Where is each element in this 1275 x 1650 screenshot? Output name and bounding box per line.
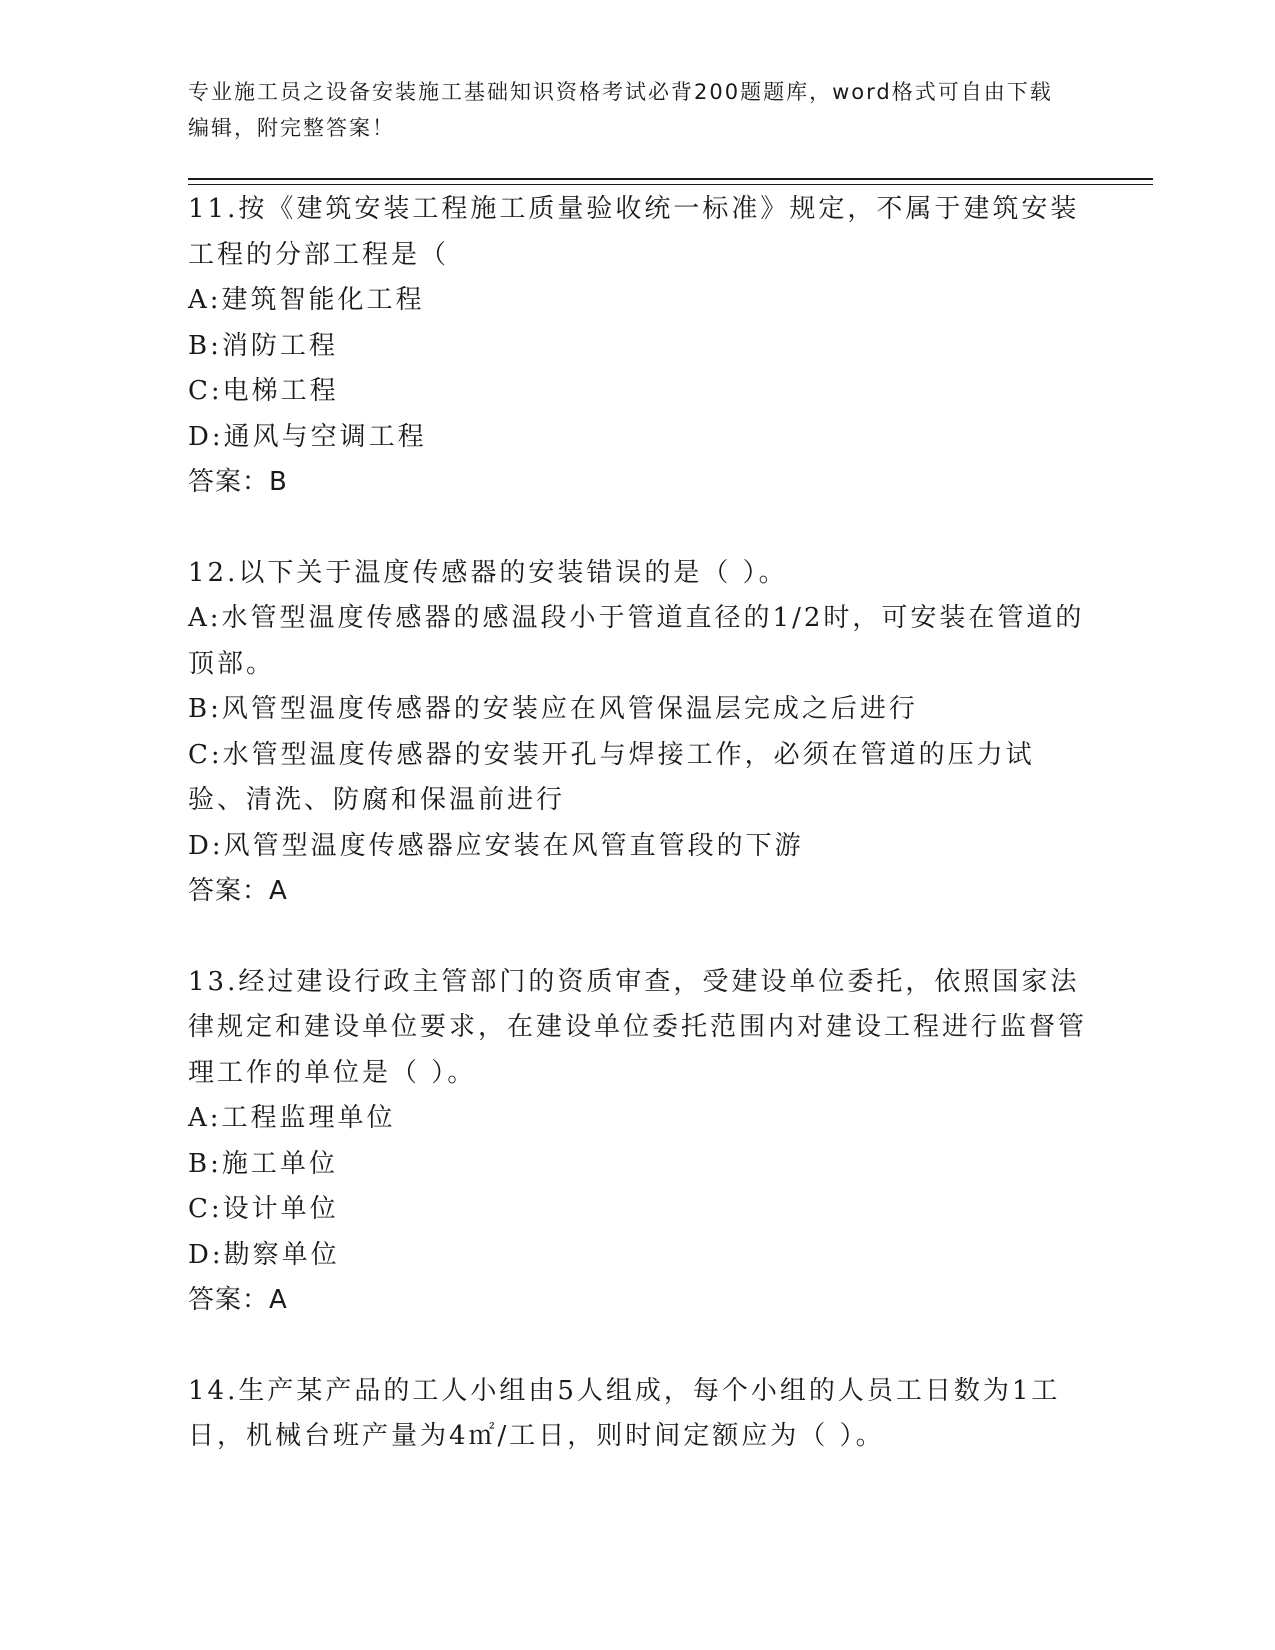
question-list bbox=[188, 187, 1088, 1460]
question-stem: 12.以下关于温度传感器的安装错误的是（ ）。 bbox=[188, 557, 788, 588]
question-11 bbox=[188, 187, 1088, 506]
question-stem: 13.经过建设行政主管部门的资质审查，受建设单位委托，依照国家法律规定和建设单位要求，在建设单位委托范围内对建设工程进行监督管理工作的单位是（ ）。 bbox=[188, 966, 1088, 1088]
option-d: D:通风与空调工程 bbox=[188, 421, 427, 452]
option-a: A:水管型温度传感器的感温段小于管道直径的1/2时，可安装在管道的顶部。 bbox=[188, 603, 1085, 679]
question-stem: 11.按《建筑安装工程施工质量验收统一标准》规定，不属于建筑安装工程的分部工程是（ bbox=[188, 194, 1080, 270]
option-b: B:消防工程 bbox=[188, 330, 338, 361]
option-d: D:勘察单位 bbox=[188, 1239, 340, 1270]
option-d: D:风管型温度传感器应安装在风管直管段的下游 bbox=[188, 830, 804, 861]
option-b: B:施工单位 bbox=[188, 1148, 338, 1179]
option-a: A:工程监理单位 bbox=[188, 1103, 396, 1133]
header-divider-thin bbox=[188, 184, 1153, 185]
document-header: 专业施工员之设备安装施工基础知识资格考试必背200题题库，word格式可自由下载编辑，附完整答案！ bbox=[188, 80, 1053, 140]
option-a: A:建筑智能化工程 bbox=[188, 285, 425, 315]
answer-line: 答案：B bbox=[188, 467, 288, 497]
answer-line: 答案：A bbox=[188, 1285, 288, 1315]
question-12 bbox=[188, 551, 1088, 915]
option-c: C:设计单位 bbox=[188, 1194, 339, 1224]
question-13 bbox=[188, 960, 1088, 1324]
header-divider bbox=[188, 178, 1153, 180]
option-b: B:风管型温度传感器的安装应在风管保温层完成之后进行 bbox=[188, 694, 918, 724]
answer-line: 答案：A bbox=[188, 876, 288, 906]
option-c: C:水管型温度传感器的安装开孔与焊接工作，必须在管道的压力试验、清洗、防腐和保温前进行 bbox=[188, 739, 1035, 815]
question-14 bbox=[188, 1369, 1088, 1460]
question-stem: 14.生产某产品的工人小组由5人组成，每个小组的人员工日数为1工日，机械台班产量为4㎡/工日，则时间定额应为（ ）。 bbox=[188, 1375, 1061, 1451]
option-c: C:电梯工程 bbox=[188, 376, 339, 406]
